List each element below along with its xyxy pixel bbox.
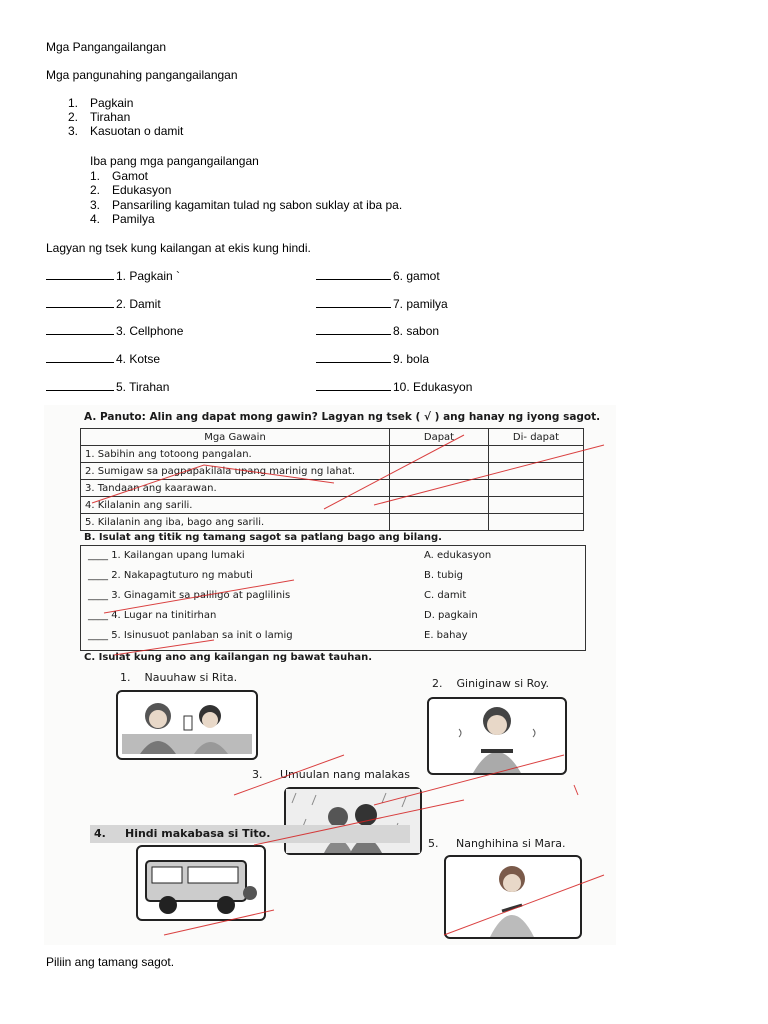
checklist-item[interactable]: 3. Cellphone (46, 324, 183, 338)
answer-choice: B. tubig (424, 570, 463, 581)
list-item: Pamilya (112, 212, 155, 226)
answer-blank[interactable] (316, 352, 391, 363)
table-row: 4. Kilalanin ang sarili. (81, 497, 584, 514)
checklist-item[interactable]: 9. bola (316, 352, 429, 366)
answer-blank[interactable] (46, 324, 114, 335)
instruction: Lagyan ng tsek kung kailangan at ekis kung hindi. (46, 241, 311, 255)
scanned-worksheet (44, 405, 616, 945)
list-item: Gamot (112, 169, 149, 183)
section-b-instruction: B. Isulat ang titik ng tamang sagot sa patlang bago ang bilang. (84, 532, 442, 543)
answer-blank[interactable] (316, 380, 391, 391)
table-header: Mga Gawain (81, 429, 390, 446)
answer-choice: D. pagkain (424, 610, 478, 621)
checklist-item[interactable]: 8. sabon (316, 324, 439, 338)
answer-blank[interactable] (46, 269, 114, 280)
section-c-instruction: C. Isulat kung ano ang kailangan ng bawat tauhan. (84, 652, 373, 663)
answer-choice: E. bahay (424, 630, 468, 641)
section-a-instruction: A. Panuto: Alin ang dapat mong gawin? Lagyan ng tsek ( √ ) ang hanay ng iyong sagot. (84, 411, 601, 423)
list-item: Kasuotan o damit (90, 124, 184, 138)
pen-marks (44, 405, 616, 945)
checklist-item[interactable]: 1. Pagkain ` (46, 269, 180, 283)
checklist-item[interactable]: 5. Tirahan (46, 380, 169, 394)
table-header: Dapat (390, 429, 489, 446)
primary-needs-heading: Mga pangunahing pangangailangan (46, 68, 238, 82)
list-item: ____ 5. Isinusuot panlaban sa init o lamig (88, 630, 293, 641)
answer-choice: A. edukasyon (424, 550, 492, 561)
answer-blank[interactable] (316, 324, 391, 335)
answer-blank[interactable] (46, 297, 114, 308)
list-item: Tirahan (90, 110, 131, 124)
list-item: ____ 4. Lugar na tinitirhan (88, 610, 217, 621)
page-title: Mga Pangangailangan (46, 40, 167, 54)
checklist-item[interactable]: 4. Kotse (46, 352, 160, 366)
checklist-item[interactable]: 7. pamilya (316, 297, 448, 311)
section-c-item: 4. Hindi makabasa si Tito. (94, 827, 271, 840)
other-needs-heading: Iba pang mga pangangailangan (90, 154, 259, 168)
section-c-item: 2. Giniginaw si Roy. (432, 677, 549, 690)
list-item: ____ 1. Kailangan upang lumaki (88, 550, 245, 561)
table-row: 5. Kilalanin ang iba, bago ang sarili. (81, 514, 584, 531)
checklist-item[interactable]: 10. Edukasyon (316, 380, 472, 394)
list-item: ____ 3. Ginagamit sa paliligo at paglilinis (88, 590, 291, 601)
section-c-item: 3. Umuulan nang malakas (252, 768, 411, 781)
answer-blank[interactable] (46, 352, 114, 363)
section-c-item: 1. Nauuhaw si Rita. (120, 671, 238, 684)
answer-blank[interactable] (316, 297, 391, 308)
list-item: Edukasyon (112, 183, 172, 197)
answer-blank[interactable] (46, 380, 114, 391)
checklist-item[interactable]: 2. Damit (46, 297, 161, 311)
answer-choice: C. damit (424, 590, 467, 601)
list-item: Pansariling kagamitan tulad ng sabon suklay at iba pa. (112, 198, 403, 212)
section-c-item: 5. Nanghihina si Mara. (428, 837, 566, 850)
table-row: 2. Sumigaw sa pagpapakilala upang marinig ng lahat. (81, 463, 584, 480)
list-item: Pagkain (90, 96, 134, 110)
table-header: Di- dapat (489, 429, 584, 446)
list-item: ____ 2. Nakapagtuturo ng mabuti (88, 570, 253, 581)
answer-blank[interactable] (316, 269, 391, 280)
table-row: 1. Sabihin ang totoong pangalan. (81, 446, 584, 463)
checklist-item[interactable]: 6. gamot (316, 269, 440, 283)
table-row: 3. Tandaan ang kaarawan. (81, 480, 584, 497)
footer-instruction: Piliin ang tamang sagot. (46, 955, 175, 969)
